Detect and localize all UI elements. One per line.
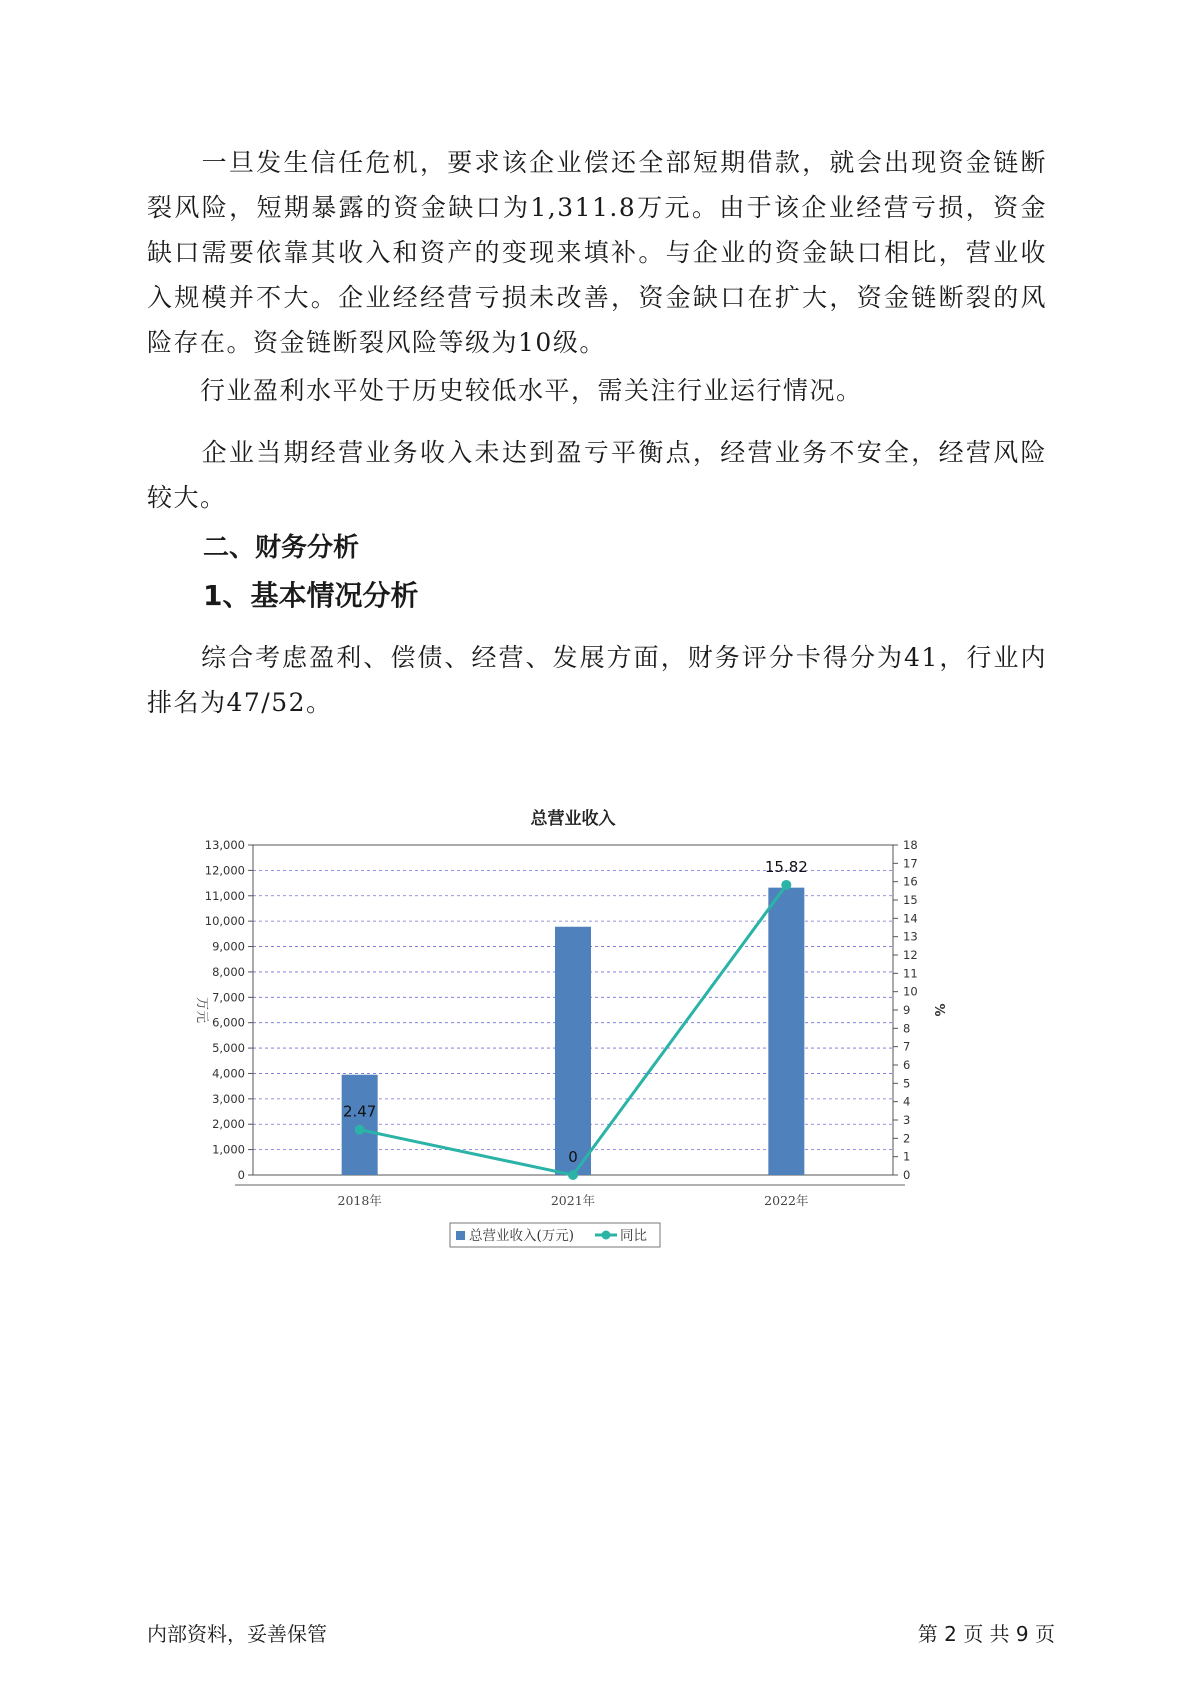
x-tick-label: 2022年 <box>764 1193 809 1208</box>
y2-tick-label: 3 <box>903 1113 911 1127</box>
paragraph-funding-gap: 一旦发生信任危机，要求该企业偿还全部短期借款，就会出现资金链断裂风险，短期暴露的资金缺口为1,311.8万元。由于该企业经营亏损，资金缺口需要依靠其收入和资产的变现来填补。与企业的资金缺口相比，营业收入规模并不大。企业经经营亏损未改善，资金缺口在扩大，资金链断裂的风险存在。资金链断裂风险等级为10级。 <box>147 148 1047 357</box>
y2-tick-label: 0 <box>903 1168 911 1182</box>
y2-tick-label: 2 <box>903 1131 911 1146</box>
y2-tick-label: 4 <box>903 1094 911 1109</box>
y-tick-label: 2,000 <box>212 1117 245 1132</box>
y2-tick-label: 13 <box>903 929 918 944</box>
paragraph-scorecard: 综合考虑盈利、偿债、经营、发展方面，财务评分卡得分为41，行业内排名为47/52。 <box>147 643 1047 717</box>
y2-tick-label: 12 <box>903 948 918 962</box>
y-tick-label: 6,000 <box>212 1015 245 1030</box>
y-tick-label: 5,000 <box>212 1041 245 1056</box>
y2-tick-label: 9 <box>903 1003 911 1017</box>
revenue-chart-svg <box>180 790 980 1250</box>
yoy-point <box>568 1170 578 1180</box>
legend-line-label: 同比 <box>620 1228 647 1244</box>
paragraph-break-even: 企业当期经营业务收入未达到盈亏平衡点，经营业务不安全，经营风险较大。 <box>147 438 1047 512</box>
y-tick-label: 8,000 <box>212 964 245 979</box>
y-tick-label: 7,000 <box>212 990 245 1005</box>
bar <box>555 927 591 1175</box>
legend-line-marker <box>602 1231 611 1240</box>
bar <box>768 888 804 1175</box>
y2-tick-label: 7 <box>903 1039 911 1054</box>
y2-tick-label: 16 <box>903 874 918 889</box>
section-heading: 二、财务分析 <box>203 533 360 563</box>
y-tick-label: 1,000 <box>212 1142 245 1157</box>
y2-tick-label: 11 <box>903 966 918 981</box>
y2-tick-label: 10 <box>903 984 918 999</box>
y2-axis-label: % <box>931 1003 946 1017</box>
yoy-data-label: 0 <box>568 1148 578 1166</box>
y2-tick-label: 14 <box>903 911 918 926</box>
y2-tick-label: 18 <box>903 838 918 852</box>
y-tick-label: 0 <box>237 1168 245 1182</box>
paragraph-industry-profit: 行业盈利水平处于历史较低水平，需关注行业运行情况。 <box>147 376 863 405</box>
footer-page-number: 第 2 页 共 9 页 <box>917 1622 1055 1646</box>
yoy-data-label: 2.47 <box>342 1102 377 1121</box>
subsection-heading: 1、基本情况分析 <box>203 579 419 612</box>
y-tick-label: 9,000 <box>212 939 245 954</box>
y2-tick-label: 5 <box>903 1076 911 1091</box>
chart-title: 总营业收入 <box>530 809 616 829</box>
y-tick-label: 3,000 <box>212 1091 245 1106</box>
y-tick-label: 11,000 <box>204 888 245 903</box>
legend-bar-swatch <box>456 1231 465 1240</box>
y-tick-label: 4,000 <box>212 1066 245 1081</box>
y-tick-label: 13,000 <box>204 838 245 852</box>
y-tick-label: 12,000 <box>204 863 245 878</box>
x-tick-label: 2021年 <box>550 1193 596 1208</box>
y2-tick-label: 15 <box>903 893 918 907</box>
y2-tick-label: 6 <box>903 1058 911 1072</box>
y2-tick-label: 17 <box>903 856 918 871</box>
yoy-data-label: 15.82 <box>764 857 808 876</box>
legend-bar-label: 总营业收入(万元) <box>469 1228 575 1244</box>
footer-confidential: 内部资料，妥善保管 <box>147 1622 327 1646</box>
revenue-chart <box>180 790 980 1250</box>
y2-tick-label: 1 <box>903 1149 911 1164</box>
y-tick-label: 10,000 <box>204 914 245 929</box>
y2-tick-label: 8 <box>903 1021 911 1036</box>
yoy-point <box>781 880 791 890</box>
yoy-point <box>355 1125 365 1135</box>
x-tick-label: 2018年 <box>337 1193 382 1208</box>
y-axis-label: 万元 <box>194 996 209 1024</box>
